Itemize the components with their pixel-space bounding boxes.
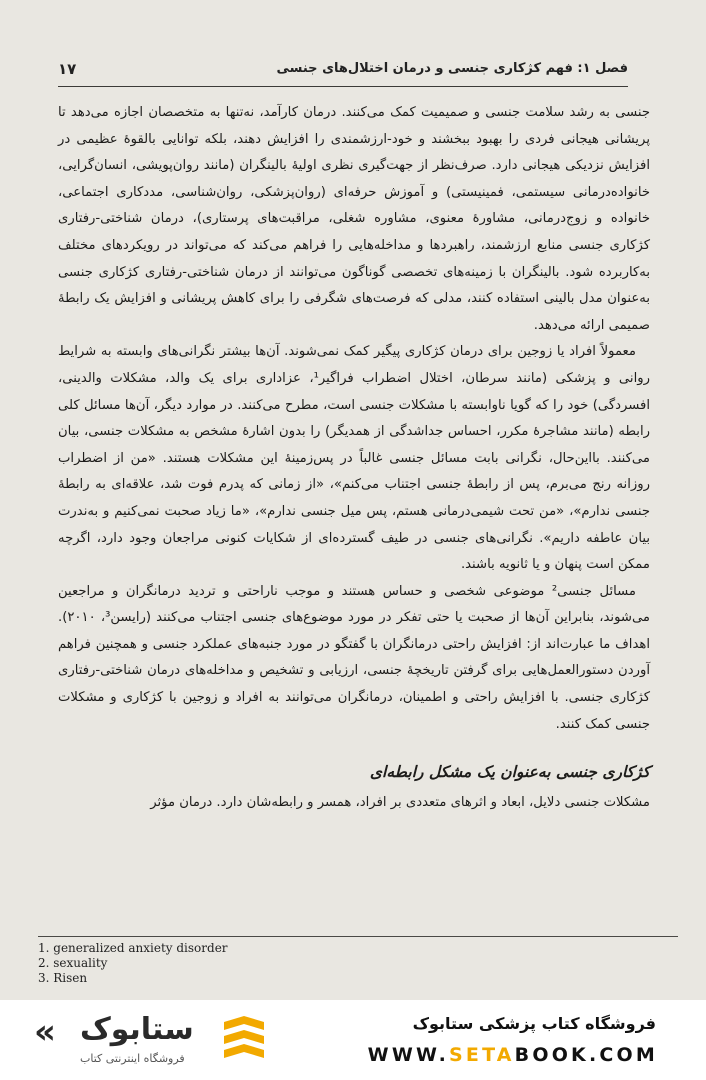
paragraph-1: جنسی به رشد سلامت جنسی و صمیمیت کمک می‌کنند. درمان کارآمد، نه‌تنها به متخصصان اجازه می‌دهد تا پریشانی هیجانی فردی را بهبود ببخشند و خود-ارزشمندی را افزایش دهند، بلکه توانایی بالقوهٔ عظیمی در افزایش نزدیکی هیجانی دارد. صرف‌نظر از جهت‌گیری نظری اولیهٔ بالینگران (مانند روان‌پویشی، انسان‌گرایی، خانواده‌درمانی سیستمی، فمینیستی) و آموزش حرفه‌ای (روان‌پزشکی، روان‌شناسی، مددکاری اجتماعی، خانواده و زوج‌درمانی، مشاورهٔ معنوی، مشاوره شغلی، مراقبت‌های پرستاری)، درمان شناختی-رفتاری کژکاری جنسی منابع ارزشمند، راهبردها و مداخله‌هایی را فراهم می‌کند که می‌تواند در رویکردهای مختلف به‌کاربرده شود. بالینگران با زمینه‌های تخصصی گوناگون می‌توانند از درمان شناختی-رفتاری کژکاری جنسی به‌عنوان مدل بالینی استفاده کنند، مدلی که فرصت‌های شگرفی را برای کاهش پریشانی و افزایش یک رابطهٔ صمیمی ارائه می‌دهد. (58, 105, 650, 333)
footnote-1: 1. generalized anxiety disorder (38, 941, 228, 955)
paragraph-2: معمولاً افراد یا زوجین برای درمان کژکاری پیگیر کمک نمی‌شوند. آن‌ها بیشتر نگرانی‌های وابسته به شرایط روانی و پزشکی (مانند سرطان، اختلال اضطراب فراگیر¹، عزاداری برای یک والد، مشکلات والدینی، افسردگی) خود را که گویا ناوابسته با مشکلات جنسی است، مطرح می‌کنند. در موارد دیگر، آن‌ها مسائل کلی رابطه (مانند مشاجرهٔ مکرر، احساس جداشدگی از همدیگر) را بدون اشارهٔ مشخص به مشکلات جنسی، بیان می‌کنند. بااین‌حال، نگرانی بابت مسائل جنسی غالباً در پس‌زمینهٔ این مشکلات هستند. «من از اضطراب روزانه رنج می‌برم، پس از رابطهٔ جنسی اجتناب می‌کنم»، «از زمانی که پدرم فوت شد، علاقه‌ای به رابطهٔ جنسی ندارم»، «من تحت شیمی‌درمانی هستم، پس میل جنسی ندارم»، «ما زیاد صحبت نمی‌کنیم و به‌ندرت بیان عاطفه داریم». نگرانی‌های جنسی در طیف گسترده‌ای از شکایات کنونی مراجعان وجود دارد، اگرچه ممکن است پنهان و یا ثانویه باشند. (58, 344, 650, 573)
store-name: فروشگاه کتاب پزشکی ستابوک (412, 1014, 656, 1033)
body-text (58, 100, 650, 817)
running-header (58, 58, 628, 87)
url-accent: SETA (449, 1044, 515, 1066)
book-stack-icon (222, 1016, 266, 1068)
page-number: ۱۷ (58, 60, 77, 78)
double-chevron-icon: « (34, 1012, 56, 1052)
url-suffix: BOOK.COM (514, 1044, 658, 1066)
paragraph-3: مسائل جنسی² موضوعی شخصی و حساس هستند و موجب ناراحتی و تردید درمانگران و مراجعین می‌شوند، بنابراین آن‌ها از صحبت یا حتی تفکر در مورد موضوع‌های جنسی اجتناب می‌کنند (رایسن³، ۲۰۱۰). اهداف ما عبارت‌اند از: افزایش راحتی درمانگران با گفتگو در مورد جنبه‌های عملکرد جنسی و همچنین فراهم آوردن دستورالعمل‌هایی برای گرفتن تاریخچهٔ جنسی، ارزیابی و تشخیص و مداخله‌های درمان شناختی-رفتاری کژکاری جنسی. با افزایش راحتی و اطمینان، درمانگران می‌توانند به افراد و زوجین با کژکاری و مشکلات جنسی کمک کنند. (58, 583, 651, 732)
store-logo[interactable] (34, 1008, 264, 1074)
store-url-link[interactable] (368, 1044, 658, 1066)
logo-wordmark: ستابوک (80, 1012, 194, 1047)
section-first-line: مشکلات جنسی دلایل، ابعاد و اثرهای متعددی بر افراد، همسر و رابطه‌شان دارد. درمان مؤثر (150, 795, 650, 811)
store-banner (0, 1000, 706, 1080)
url-prefix: WWW. (367, 1044, 449, 1066)
footnotes (38, 936, 678, 986)
footnote-2: 2. sexuality (38, 956, 108, 970)
footnote-3: 3. Risen (38, 971, 88, 985)
chapter-title: فصل ۱: فهم کژکاری جنسی و درمان اختلال‌های جنسی (276, 61, 628, 76)
section-heading: کژکاری جنسی به‌عنوان یک مشکل رابطه‌ای (369, 763, 650, 782)
logo-subtitle: فروشگاه اینترنتی کتاب (80, 1052, 185, 1065)
